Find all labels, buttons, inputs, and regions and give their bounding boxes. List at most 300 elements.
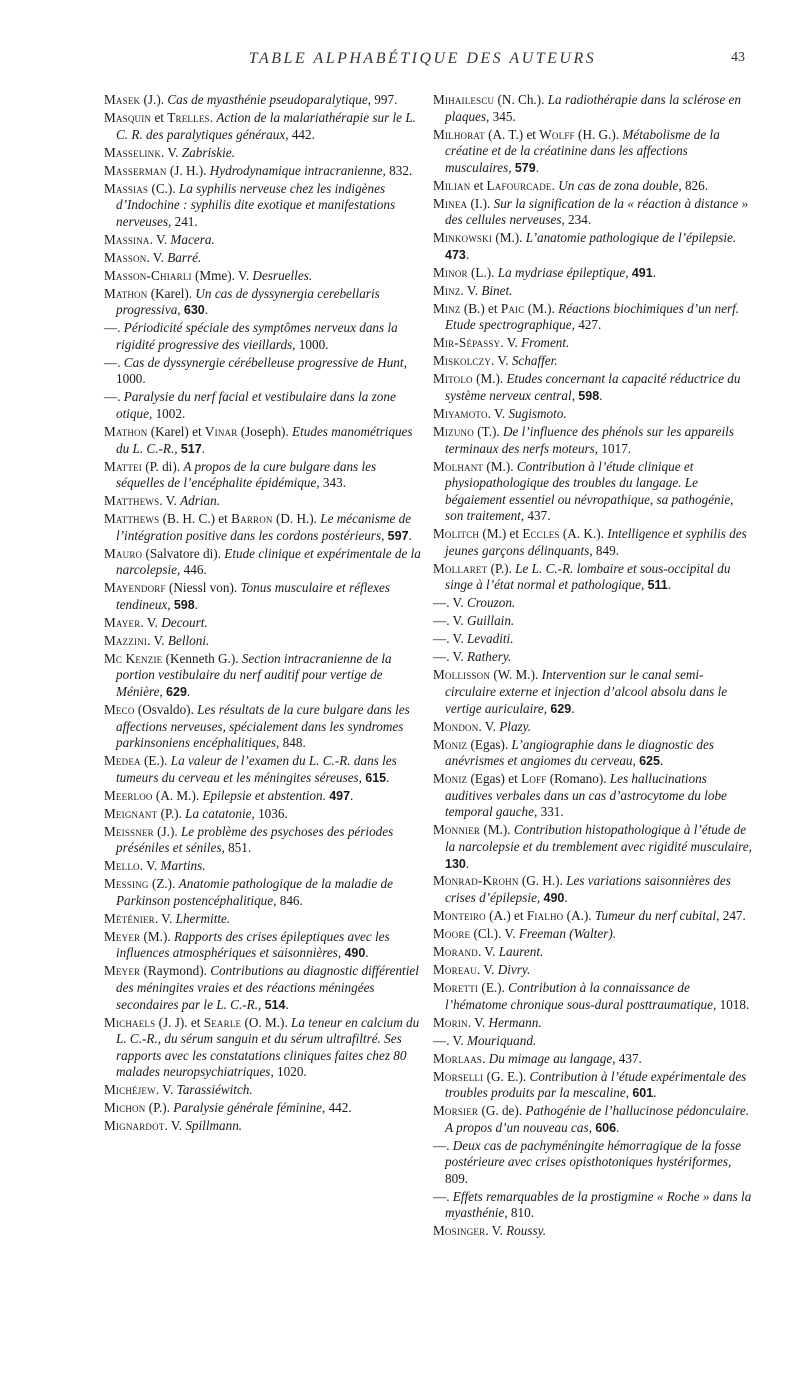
author-name: Minkowski <box>433 230 493 246</box>
entry-text: (C.). <box>148 180 179 196</box>
entry-text: . <box>571 700 575 716</box>
work-title: La teneur en calcium du L. C.-R., du sérum sanguin et du sérum ultrafiltré. Ses rapports avec les constatations cliniques faites chez 80 malades neuropsychiatriques, <box>116 1014 420 1080</box>
work-title: Réactions biochimiques d’un nerf. Etude spectrographique, <box>445 300 740 333</box>
author-name: Milian <box>433 177 471 193</box>
work-title: Les hallucinations auditives verbales dans un cas d’astrocytome du lobe temporal gauche, <box>445 771 727 820</box>
index-entry <box>104 633 422 650</box>
entry-text: (G. E.). <box>483 1068 530 1084</box>
index-entry <box>104 110 422 143</box>
author-name: Meyer <box>104 928 141 944</box>
author-name: Meerloo <box>104 787 153 803</box>
work-title: Mouriquand. <box>466 1032 537 1048</box>
entry-text: (M.). <box>524 300 559 316</box>
entry-text: (A. M.). <box>152 787 203 803</box>
index-entry <box>104 250 422 267</box>
author-name: Moore <box>433 926 471 942</box>
author-name: Trelles <box>167 109 210 125</box>
entry-text: (B. H. C.) et <box>159 511 232 527</box>
work-title: Le L. C.-R. lombaire et sous-occipital du singe à l’état normal et pathologique, <box>445 560 731 593</box>
work-title: De l’influence des phénols sur les appareils terminaux des nerfs moteurs, <box>445 423 734 456</box>
entry-text: . V. <box>467 1014 489 1030</box>
index-entry <box>433 230 753 263</box>
index-entry <box>104 232 422 249</box>
entry-text: (P.). <box>487 560 516 576</box>
work-title: L’anatomie pathologique de l’épilepsie. <box>525 230 737 246</box>
index-entry <box>433 371 753 404</box>
author-name: Mathon <box>104 423 148 439</box>
index-entry <box>433 459 753 525</box>
author-name: Meyer <box>104 963 141 979</box>
entry-text: 1018. <box>716 996 750 1012</box>
work-title: Froment. <box>521 335 570 351</box>
index-entry <box>104 1015 422 1081</box>
entry-text: 427. <box>574 317 602 333</box>
author-name: Miskolczy <box>433 353 492 369</box>
author-name: Mignardot <box>104 1118 165 1134</box>
work-title: Du mimage au langage, <box>488 1050 616 1066</box>
entry-text: . <box>653 1085 657 1101</box>
entry-text: (Osvaldo). <box>134 701 198 717</box>
entry-text: 343. <box>319 475 346 491</box>
entry-text: (M.) et <box>479 526 523 542</box>
page-ref: 511 <box>647 578 668 593</box>
work-title: Roussy. <box>506 1223 547 1239</box>
entry-text: 1000. <box>116 371 146 387</box>
entry-text: (Romano). <box>546 771 610 787</box>
index-entry <box>433 406 753 423</box>
entry-text: . <box>652 264 656 280</box>
work-title: L’angiographie dans le diagnostic des anévrismes et angiomes du cerveau, <box>445 736 714 769</box>
entry-text: 849. <box>592 542 619 558</box>
work-title: Sugismoto. <box>508 405 567 421</box>
page-ref: 490 <box>344 946 366 961</box>
entry-text: (Egas). <box>467 736 512 752</box>
work-title: Les résultats de la cure bulgare dans les affections nerveuses, spécialement dans les syndromes parkinsoniens encéphalitiques, <box>116 701 410 751</box>
entry-text: . V. <box>149 231 171 247</box>
page-ref: 597 <box>387 528 409 543</box>
entry-text: (G. de). <box>478 1103 526 1119</box>
entry-text: . V. <box>139 858 161 874</box>
index-entry <box>433 719 753 736</box>
index-entry <box>433 667 753 717</box>
author-name: Messing <box>104 876 149 892</box>
author-name: Lafourcade <box>486 177 552 193</box>
entry-text: (A.). <box>563 908 595 924</box>
index-entry <box>433 127 753 177</box>
page-ref: 130 <box>445 856 466 871</box>
index-entry <box>104 424 422 457</box>
index-entry <box>433 265 753 282</box>
work-title: Contributions au diagnostic différentiel des méningites vraies et des réactions méningées secondaires par le L. C.-R., <box>116 963 419 1012</box>
author-name: Miyamoto <box>433 405 488 421</box>
author-name: Mollisson <box>433 667 491 683</box>
author-name: Mizuno <box>433 423 474 439</box>
entry-text: . <box>285 996 289 1012</box>
entry-text: et <box>470 177 487 193</box>
entry-text: . V. <box>155 1082 177 1098</box>
author-name: Morlaas <box>433 1050 483 1066</box>
index-entry <box>104 92 422 109</box>
entry-text: (A.) et <box>485 908 527 924</box>
work-title: Paralysie du nerf facial et vestibulaire dans la zone otique, <box>116 389 396 421</box>
author-name: Mollaret <box>433 560 488 576</box>
entry-text: 331. <box>537 804 564 820</box>
index-entry <box>104 963 422 1013</box>
work-title: Binet. <box>481 282 513 298</box>
entry-text: et <box>151 109 168 125</box>
work-title: Tarassiéwitch. <box>176 1082 253 1098</box>
index-entry <box>104 546 422 579</box>
author-name: Mauro <box>104 545 143 561</box>
entry-text: . V. <box>164 1118 186 1134</box>
work-title: Martins. <box>160 858 206 874</box>
entry-text: (Z.). <box>148 876 179 892</box>
entry-text: 437. <box>524 508 551 524</box>
index-entry <box>433 92 753 125</box>
index-entry <box>433 283 753 300</box>
entry-text: —. V. <box>433 1032 467 1048</box>
entry-text: . V. <box>487 405 509 421</box>
entry-text: —. V. <box>433 631 467 647</box>
index-entry <box>104 493 422 510</box>
work-title: Crouzon. <box>466 595 516 611</box>
entry-text: 851. <box>224 840 252 856</box>
entry-text: (J.). <box>153 823 181 839</box>
entry-text: (N. Ch.). <box>494 92 548 107</box>
entry-text: . <box>386 769 390 785</box>
index-entry <box>104 824 422 857</box>
work-title: Freeman (Walter). <box>518 926 617 942</box>
work-title: Plazy. <box>499 718 532 734</box>
work-title: Un cas de zona double, <box>558 177 682 193</box>
index-entry <box>104 268 422 285</box>
entry-text: (A. K.). <box>559 526 608 542</box>
entry-text: . <box>599 388 603 403</box>
author-name: Mir-Sépassy <box>433 335 501 351</box>
entry-text: 247. <box>719 908 746 924</box>
work-title: Contribution à l’étude expérimentale des troubles produits par la mescaline, <box>445 1068 747 1101</box>
entry-text: (Kenneth G.). <box>162 650 242 666</box>
page-ref: 630 <box>183 303 205 318</box>
index-entry <box>104 858 422 875</box>
author-name: Moniz <box>433 736 468 752</box>
work-title: La valeur de l’examen du L. C.-R. dans les tumeurs du cerveau et les méningites séreuses, <box>116 753 397 785</box>
index-entry <box>433 980 753 1013</box>
entry-text: (P.). <box>145 1100 174 1116</box>
entry-text: (A. T.) et <box>484 126 540 142</box>
author-name: Massias <box>104 180 149 196</box>
index-entry <box>104 389 422 422</box>
author-name: Monrad-Krohn <box>433 873 519 889</box>
work-title: Contribution histopathologique à l’étude de la narcolepsie et du tremblement avec rigidité musculaire, <box>445 822 752 854</box>
entry-text: 1017. <box>598 440 632 456</box>
work-title: Desruelles. <box>252 267 313 283</box>
work-title: Le mécanisme de l’intégration positive dans les cordons postérieurs, <box>116 511 412 543</box>
author-name: Mathon <box>104 285 148 301</box>
entry-text: . <box>204 302 209 318</box>
author-name: Michon <box>104 1100 146 1116</box>
entry-text: —. <box>433 1188 453 1204</box>
entry-text: 832. <box>385 162 413 178</box>
author-name: Paic <box>500 300 525 316</box>
work-title: Intelligence et syphilis des jeunes garçons délinquants, <box>445 526 747 558</box>
author-name: Fialho <box>526 908 564 924</box>
index-entry <box>433 353 753 370</box>
index-entry <box>433 1015 753 1032</box>
index-column-right <box>433 92 753 1241</box>
work-title: Guillain. <box>466 613 515 629</box>
entry-text: —. <box>104 389 124 405</box>
entry-text: . <box>365 945 369 961</box>
work-title: A propos de la cure bulgare dans les séquelles de l’encéphalite épidémique, <box>116 458 377 491</box>
author-name: Mosinger <box>433 1223 486 1239</box>
work-title: La syphilis nerveuse chez les indigènes d’Indochine : syphilis dite exotique et manifestations nerveuses, <box>116 180 396 229</box>
page-ref: 601 <box>632 1086 654 1101</box>
entry-text: (Karel). <box>147 285 196 301</box>
page-ref: 514 <box>264 997 286 1012</box>
entry-text: (W. M.). <box>490 667 542 683</box>
index-entry <box>433 561 753 594</box>
entry-text: (M.). <box>483 458 517 474</box>
entry-text: —. <box>433 1137 453 1153</box>
page-ref: 490 <box>543 891 565 906</box>
work-title: Zabriskie. <box>181 144 235 160</box>
index-entry <box>433 926 753 943</box>
entry-text: 1036. <box>254 805 288 821</box>
entry-text: —. <box>104 320 124 336</box>
author-name: Mattei <box>104 458 142 474</box>
author-name: Masquin <box>104 109 152 125</box>
entry-text: 1000. <box>295 336 329 352</box>
author-name: Monnier <box>433 822 481 838</box>
author-name: Meissner <box>104 823 154 839</box>
work-title: Spillmann. <box>185 1118 243 1134</box>
entry-text: . V. <box>476 962 498 978</box>
work-title: Pathogénie de l’hallucinose pédonculaire. A propos d’un nouveau cas, <box>445 1103 750 1135</box>
index-entry <box>104 1082 422 1099</box>
author-name: Mayendorf <box>104 580 166 596</box>
entry-text: 241. <box>171 213 198 229</box>
page-ref: 629 <box>166 685 187 699</box>
entry-text: (J. H.). <box>166 162 210 178</box>
entry-text: (M.). <box>492 230 526 246</box>
index-entry <box>433 649 753 666</box>
index-entry <box>433 526 753 559</box>
author-name: Milhorat <box>433 126 485 142</box>
work-title: Epilepsie et abstention. <box>202 787 326 803</box>
index-entry <box>104 615 422 632</box>
entry-text: . V. <box>147 632 168 648</box>
entry-text: . V. <box>477 944 499 960</box>
entry-text: (O. M.). <box>241 1014 292 1030</box>
author-name: Molitch <box>433 526 480 542</box>
entry-text: . V. <box>161 144 182 160</box>
entry-text: (D. H.). <box>272 511 321 527</box>
index-entry <box>104 511 422 544</box>
index-entry <box>433 873 753 906</box>
author-name: Eccles <box>522 526 560 542</box>
work-title: Effets remarquables de la prostigmine « Roche » dans la myasthénie, <box>445 1188 752 1221</box>
entry-text: 1020. <box>273 1064 307 1080</box>
author-name: Masselink <box>104 144 162 160</box>
page-ref: 497 <box>329 788 351 803</box>
work-title: Cas de myasthénie pseudoparalytique, <box>167 92 371 107</box>
index-entry <box>433 335 753 352</box>
index-entry <box>104 929 422 962</box>
page-ref: 625 <box>639 754 660 769</box>
entry-text: (Raymond). <box>140 963 211 979</box>
author-name: Mc Kenzie <box>104 650 163 666</box>
author-name: Searle <box>203 1014 242 1030</box>
work-title: Intervention sur le canal semi-circulaire externe et injection d’alcool absolu dans le vertige auriculaire, <box>445 667 728 716</box>
index-entry <box>104 320 422 353</box>
entry-text: (I.). <box>467 195 494 211</box>
index-entry <box>104 651 422 701</box>
work-title: Lhermitte. <box>175 910 231 926</box>
author-name: Medea <box>104 753 141 769</box>
author-name: Meignant <box>104 805 158 821</box>
author-name: Moniz <box>433 771 468 787</box>
author-name: Barron <box>231 511 273 527</box>
work-title: Etudes concernant la capacité réductrice du système nerveux central, <box>445 371 741 403</box>
index-entry <box>433 613 753 630</box>
work-title: La mydriase épileptique, <box>497 264 629 280</box>
work-title: Métabolisme de la créatine et de la créatinine dans les affections musculaires, <box>445 126 720 175</box>
entry-text: (P.). <box>157 805 186 821</box>
index-entry <box>433 908 753 925</box>
author-name: Méténier <box>104 910 155 926</box>
author-name: Wolff <box>539 126 575 142</box>
author-name: Moretti <box>433 980 479 995</box>
entry-text: (Mme). V. <box>191 267 253 283</box>
index-entry <box>104 145 422 162</box>
work-title: Macera. <box>170 231 215 247</box>
work-title: Anatomie pathologique de la maladie de Parkinson postencéphalitique, <box>116 876 393 908</box>
entry-text: . <box>667 577 672 593</box>
entry-text: (L.). <box>467 264 498 280</box>
index-entry <box>433 301 753 334</box>
entry-text: (Egas) et <box>467 771 522 787</box>
index-entry <box>433 1103 753 1136</box>
page-ref: 473 <box>445 247 466 262</box>
author-name: Michéjew <box>104 1082 156 1098</box>
work-title: Un cas de dyssynergia cerebellaris progressiva, <box>116 285 380 318</box>
work-title: Schaffer. <box>511 353 558 369</box>
work-title: Divry. <box>497 962 531 978</box>
author-name: Masserman <box>104 162 167 178</box>
page-ref: 606 <box>595 1120 617 1135</box>
author-name: Matthews <box>104 493 160 509</box>
index-entry <box>433 631 753 648</box>
entry-text: (M.). <box>480 822 514 838</box>
index-entry <box>433 595 753 612</box>
author-name: Mayer <box>104 614 141 630</box>
index-entry <box>104 355 422 388</box>
page-ref: 615 <box>365 770 387 785</box>
entry-text: . <box>551 177 559 193</box>
author-name: Mondon <box>433 718 479 734</box>
entry-text: . <box>209 109 217 125</box>
work-title: Les variations saisonnières des crises d’épilepsie, <box>445 873 731 906</box>
entry-text: . <box>186 684 191 699</box>
index-entry <box>433 424 753 457</box>
index-column-left <box>104 92 422 1136</box>
entry-text: . V. <box>140 614 162 630</box>
author-name: Minor <box>433 264 468 280</box>
index-entry <box>433 1223 753 1240</box>
work-title: Levaditi. <box>466 631 514 647</box>
entry-text: 809. <box>445 1170 469 1186</box>
entry-text: . V. <box>500 335 522 351</box>
work-title: Cas de dyssynergie cérébelleuse progressive de Hunt, <box>123 354 407 370</box>
work-title: Barré. <box>167 249 202 265</box>
page-ref: 629 <box>550 701 572 716</box>
index-entry <box>104 580 422 613</box>
entry-text: 442. <box>325 1100 352 1116</box>
work-title: Section intracranienne de la portion vestibulaire du nerf auditif pour vertige de Ménière, <box>116 650 392 699</box>
index-entry <box>104 1118 422 1135</box>
entry-text: . V. <box>154 910 176 926</box>
entry-text: —. V. <box>433 595 467 611</box>
entry-text: . V. <box>460 282 482 298</box>
entry-text: (J.). <box>140 92 168 107</box>
entry-text: 1002. <box>152 405 186 421</box>
entry-text: (B.) et <box>460 300 501 316</box>
entry-text: . V. <box>159 493 181 509</box>
entry-text: (Cl.). V. <box>470 926 519 942</box>
author-name: Molhant <box>433 458 484 474</box>
work-title: Périodicité spéciale des symptômes nerveux dans la rigidité progressive des vieillards, <box>116 320 398 352</box>
work-title: Le problème des psychoses des périodes préséniles et séniles, <box>116 823 394 856</box>
entry-text: . V. <box>478 718 500 734</box>
author-name: Mitolo <box>433 371 473 387</box>
entry-text: . <box>659 753 664 769</box>
author-name: Morsier <box>433 1103 479 1119</box>
author-name: Vinar <box>204 423 238 439</box>
page-header <box>100 50 745 76</box>
index-entry <box>433 178 753 195</box>
index-entry <box>104 1100 422 1117</box>
author-name: Moreau <box>433 962 477 978</box>
index-entry <box>433 822 753 872</box>
index-entry <box>433 1051 753 1068</box>
index-entry <box>104 788 422 805</box>
entry-text: . <box>408 527 412 543</box>
author-name: Minea <box>433 195 468 211</box>
work-title: Sur la signification de la « réaction à distance » des cellules nerveuses, <box>445 195 749 228</box>
entry-text: (M.). <box>472 371 507 387</box>
index-entry <box>433 1189 753 1222</box>
author-name: Morselli <box>433 1068 484 1084</box>
author-name: Morand <box>433 944 478 960</box>
entry-text: (E.). <box>478 980 509 995</box>
work-title: Deux cas de pachyméningite hémorragique de la fosse postérieure avec crises opisthotoniques hystériformes, <box>445 1137 742 1170</box>
entry-text: 234. <box>564 212 592 228</box>
work-title: La radiothérapie dans la sclérose en plaques, <box>445 92 741 124</box>
work-title: Action de la malariathérapie sur le L. C. R. des paralytiques généraux, <box>116 109 416 142</box>
entry-text: 997. <box>370 92 398 107</box>
work-title: Hermann. <box>488 1014 542 1030</box>
entry-text: (P. di). <box>141 458 184 474</box>
entry-text: (Niessl von). <box>165 580 241 596</box>
index-entry <box>104 181 422 231</box>
author-name: Minz <box>433 300 461 316</box>
index-entry <box>433 737 753 770</box>
entry-text: . V. <box>485 1223 507 1239</box>
index-entry <box>104 876 422 909</box>
author-name: Minz <box>433 282 461 298</box>
entry-text: (E.). <box>140 753 171 769</box>
